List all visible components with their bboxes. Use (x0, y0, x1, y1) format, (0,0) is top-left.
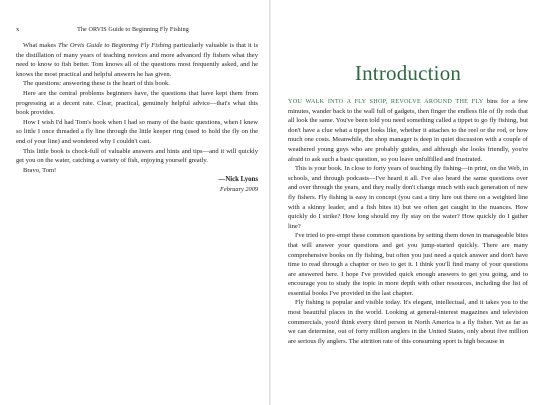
foreword-paragraph-3: Here are the central problems beginners have, the questions that have kept them from progressing at a decent rate. Clear, practical, genuinely helpful advice—that's what this book provides. (16, 89, 258, 117)
right-page (271, 0, 540, 405)
page-number: x (16, 26, 20, 33)
lead-in-smallcaps: YOU WALK INTO A FLY SHOP, REVOLVE AROUND THE FLY (288, 98, 484, 105)
intro-paragraph-2: This is your book. In close to forty years of teaching fly fishing—in print, on the Web, in schools, and through podcasts—I've heard it all. I've also heard the same questions over and over through the years, and they really don't change much with each generation of new fly fishers. Fly fishing is easy in concept (you cast a tiny lure out there on a weighted line with a skinny leader, and a fish bites it) but we often get caught in the nuances. How quickly do I strike? How long should my fly stay on the water? How quickly do I gather line? (288, 165, 528, 230)
intro-paragraph-3: I've tried to pre-empt these common questions by setting them down in manageable bites that will answer your questions and get you jump-started quickly. There are many comprehensive books on fly fishing, but often you just need a quick answer and don't have time to read through a chapter or two to get it. I think you'll find many of your questions are answered here. I hope I've provided quick enough answers to get you going, and to encourage you to study the topic in more depth with other resources, including the list of essential books I've provided in the last chapter. (288, 232, 528, 297)
foreword-paragraph-1: What makes The Orvis Guide to Beginning Fly Fishing particularly valuable is that it is the distillation of many years of teaching novices and more advanced fly fishers what they need to know to fish better. Tom knows all of the questions most frequently asked, and he knows the most practical and helpful answers he has given. (16, 42, 258, 78)
foreword-paragraph-4: How I wish I'd had Tom's book when I had so many of the basic questions, when I knew so little I once threaded a fly line through the little keeper ring (used to hold the fly on the end of your line) and wondered why I couldn't cast. (16, 118, 258, 145)
foreword-paragraph-2: The questions: answering these is the heart of this book. (23, 80, 170, 88)
chapter-title: Introduction (354, 61, 462, 85)
running-head-title: The ORVIS Guide to Beginning Fly Fishing (77, 27, 189, 33)
introduction-body (288, 97, 528, 346)
intro-paragraph-1: YOU WALK INTO A FLY SHOP, REVOLVE AROUND THE FLY bins for a few minutes, wander back to the wall full of gadgets, then finger the endless file of fly rods that all look the same. You've been told you need something called a tippet to go fly fishing, but don't have a clue what a tippet looks like, whether it attaches to the reel or the rod, or how much one costs. Meanwhile, the shop manager is deep in quiet discussion with a couple of weathered young guys who are probably guides, and although she looks friendly, you're afraid to ask such a basic question, so you leave unfulfilled and frustrated. (288, 98, 528, 163)
foreword-body (16, 41, 258, 195)
author-signature: —Nick Lyons (218, 176, 258, 184)
left-page (0, 0, 269, 405)
running-head (16, 26, 258, 33)
intro-paragraph-4: Fly fishing is popular and visible today. It's elegant, intellectual, and it takes you to the most beautiful places in the world. Looking at general-interest magazines and television commercials, you'd think every third person in North America is a fly fisher. Yet as far as we can determine, out of forty million anglers in the United States, only about five million are serious fly anglers. The attrition rate of this consuming sport is high because in (288, 299, 528, 345)
book-title-italic: The Orvis Guide to Beginning Fly Fishing (57, 42, 172, 49)
foreword-paragraph-5: This little book is chock-full of valuable answers and hints and tips—and it will quickly get you on the water, catching a variety of fish, enjoying yourself greatly. (16, 147, 258, 165)
foreword-paragraph-6: Bravo, Tom! (23, 166, 57, 174)
signature-date: February 2009 (220, 185, 258, 193)
